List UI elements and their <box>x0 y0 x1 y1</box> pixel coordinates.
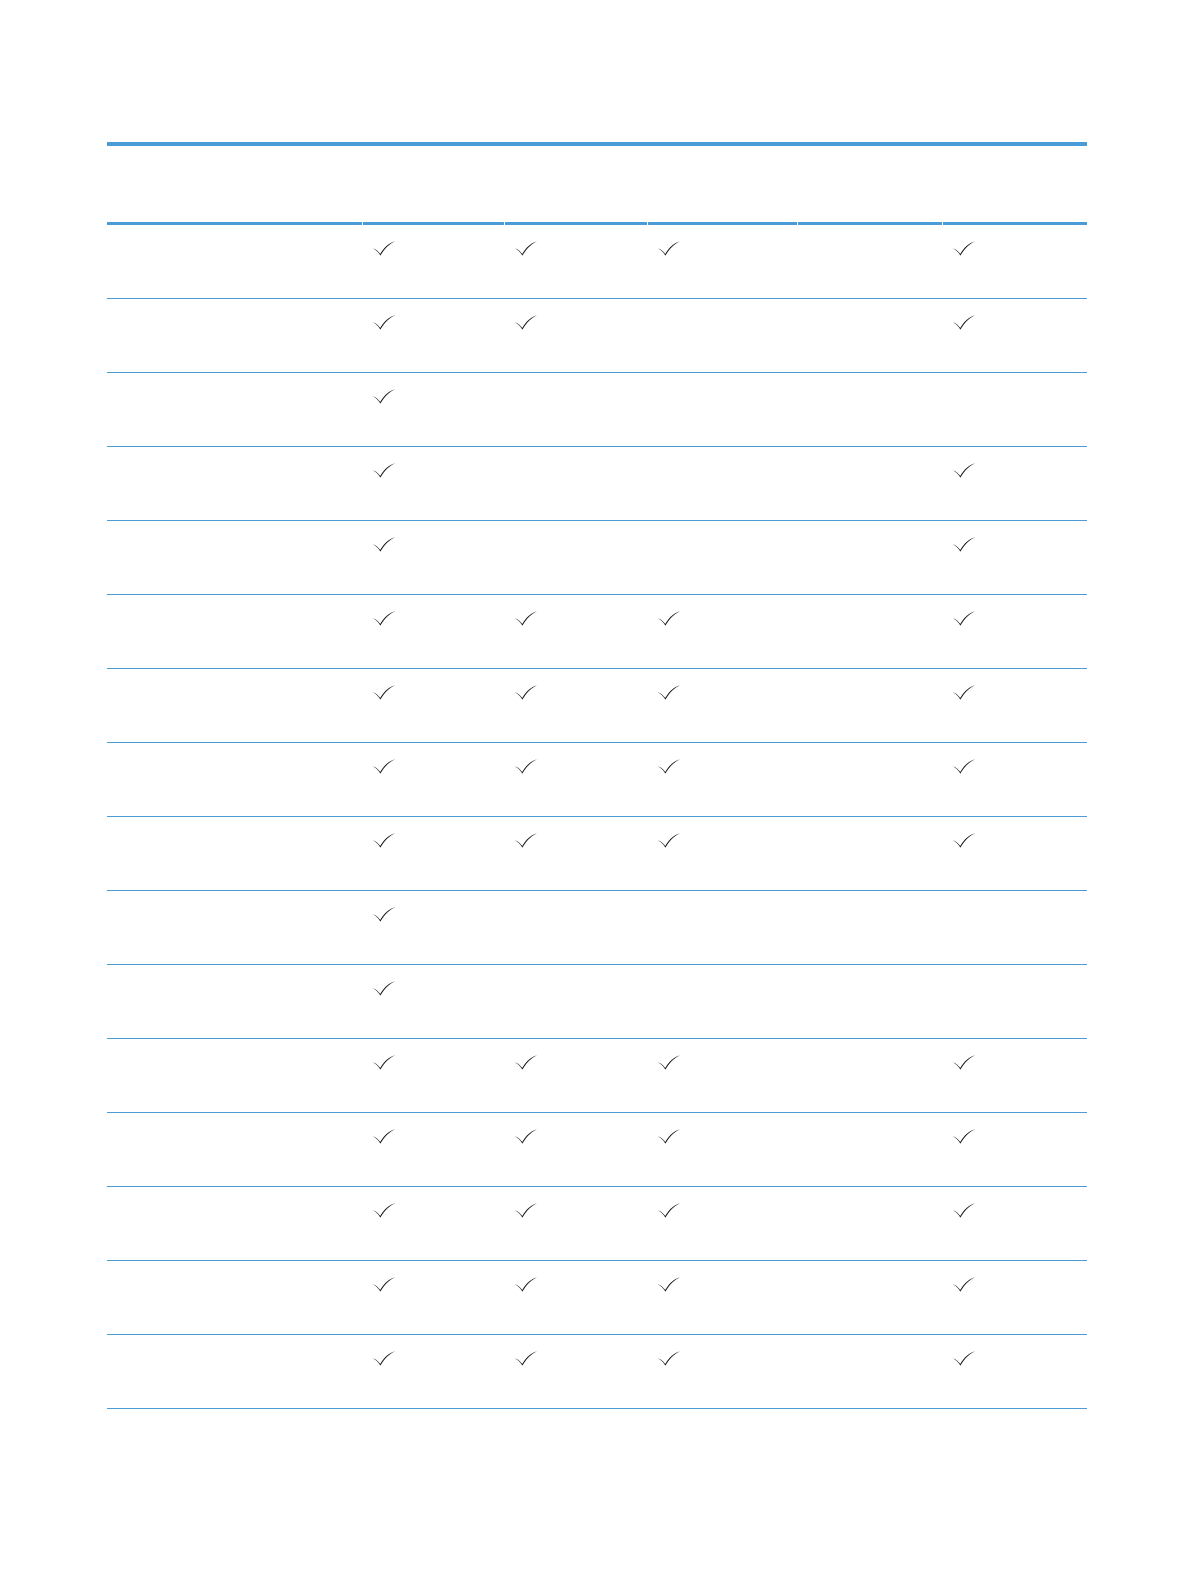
table-cell <box>942 965 1084 1038</box>
table-cell <box>362 669 504 742</box>
table-cell <box>647 891 789 964</box>
table-cell <box>362 373 504 446</box>
checkmark-icon <box>952 314 976 330</box>
checkmark-icon <box>514 832 538 848</box>
table-cell <box>504 447 646 520</box>
table-cell <box>797 1261 939 1334</box>
checkmark-icon <box>952 684 976 700</box>
row-label <box>107 521 362 594</box>
checkmark-icon <box>514 240 538 256</box>
checkmark-icon <box>657 1276 681 1292</box>
table-cell <box>504 299 646 372</box>
checkmark-icon <box>372 1202 396 1218</box>
table-cell <box>647 965 789 1038</box>
table-cell <box>647 1335 789 1408</box>
table-cell <box>504 521 646 594</box>
checkmark-icon <box>952 1276 976 1292</box>
table-cell <box>504 743 646 816</box>
checkmark-icon <box>514 684 538 700</box>
table-cell <box>647 373 789 446</box>
row-label <box>107 595 362 668</box>
checkmark-icon <box>372 610 396 626</box>
table-row <box>107 373 1087 447</box>
table-cell <box>362 595 504 668</box>
table-cell <box>942 1335 1084 1408</box>
table-cell <box>362 1113 504 1186</box>
checkmark-icon <box>372 314 396 330</box>
checkmark-icon <box>952 1202 976 1218</box>
checkmark-icon <box>657 1350 681 1366</box>
table-cell <box>647 225 789 298</box>
table-cell <box>797 225 939 298</box>
feature-table <box>107 142 1087 1409</box>
table-cell <box>797 1187 939 1260</box>
table-cell <box>362 965 504 1038</box>
table-cell <box>362 225 504 298</box>
checkmark-icon <box>952 1054 976 1070</box>
table-row <box>107 1261 1087 1335</box>
table-body <box>107 225 1087 1409</box>
checkmark-icon <box>372 684 396 700</box>
table-cell <box>942 521 1084 594</box>
table-cell <box>797 1335 939 1408</box>
table-cell <box>504 1335 646 1408</box>
table-cell <box>362 1261 504 1334</box>
table-cell <box>504 817 646 890</box>
table-row <box>107 1113 1087 1187</box>
checkmark-icon <box>514 1128 538 1144</box>
table-cell <box>942 743 1084 816</box>
table-cell <box>362 521 504 594</box>
table-cell <box>797 595 939 668</box>
row-label <box>107 1261 362 1334</box>
checkmark-icon <box>372 906 396 922</box>
table-cell <box>942 447 1084 520</box>
row-label <box>107 1335 362 1408</box>
row-label <box>107 1039 362 1112</box>
checkmark-icon <box>514 610 538 626</box>
table-cell <box>942 595 1084 668</box>
checkmark-icon <box>952 758 976 774</box>
checkmark-icon <box>952 610 976 626</box>
checkmark-icon <box>514 1350 538 1366</box>
checkmark-icon <box>657 832 681 848</box>
checkmark-icon <box>952 1128 976 1144</box>
checkmark-icon <box>514 758 538 774</box>
checkmark-icon <box>372 240 396 256</box>
checkmark-icon <box>657 1202 681 1218</box>
table-row <box>107 225 1087 299</box>
table-cell <box>942 1113 1084 1186</box>
table-cell <box>362 817 504 890</box>
table-cell <box>504 1261 646 1334</box>
table-cell <box>647 1187 789 1260</box>
table-cell <box>942 299 1084 372</box>
checkmark-icon <box>514 1202 538 1218</box>
row-label <box>107 891 362 964</box>
table-cell <box>942 1039 1084 1112</box>
checkmark-icon <box>952 832 976 848</box>
table-row <box>107 1039 1087 1113</box>
table-cell <box>797 1039 939 1112</box>
checkmark-icon <box>657 1128 681 1144</box>
table-cell <box>362 299 504 372</box>
row-label <box>107 373 362 446</box>
table-row <box>107 521 1087 595</box>
checkmark-icon <box>372 1054 396 1070</box>
table-cell <box>504 891 646 964</box>
table-cell <box>504 225 646 298</box>
table-cell <box>942 373 1084 446</box>
table-cell <box>942 817 1084 890</box>
table-header-row <box>107 146 1087 222</box>
checkmark-icon <box>952 240 976 256</box>
table-cell <box>362 447 504 520</box>
table-row <box>107 965 1087 1039</box>
checkmark-icon <box>514 1054 538 1070</box>
checkmark-icon <box>372 462 396 478</box>
table-cell <box>647 1261 789 1334</box>
checkmark-icon <box>372 832 396 848</box>
table-cell <box>504 595 646 668</box>
table-cell <box>504 1039 646 1112</box>
checkmark-icon <box>372 388 396 404</box>
row-label <box>107 743 362 816</box>
row-label <box>107 1113 362 1186</box>
table-row <box>107 817 1087 891</box>
table-cell <box>504 965 646 1038</box>
table-cell <box>942 669 1084 742</box>
table-cell <box>647 1113 789 1186</box>
table-cell <box>647 447 789 520</box>
checkmark-icon <box>372 980 396 996</box>
checkmark-icon <box>657 684 681 700</box>
table-cell <box>362 1187 504 1260</box>
row-label <box>107 447 362 520</box>
table-cell <box>362 743 504 816</box>
table-cell <box>647 595 789 668</box>
table-cell <box>942 1187 1084 1260</box>
checkmark-icon <box>952 1350 976 1366</box>
checkmark-icon <box>372 1350 396 1366</box>
row-label <box>107 965 362 1038</box>
table-cell <box>797 447 939 520</box>
table-cell <box>797 965 939 1038</box>
table-cell <box>504 1187 646 1260</box>
table-row <box>107 299 1087 373</box>
checkmark-icon <box>952 536 976 552</box>
table-cell <box>362 1335 504 1408</box>
checkmark-icon <box>372 1276 396 1292</box>
row-label <box>107 1187 362 1260</box>
table-cell <box>942 225 1084 298</box>
checkmark-icon <box>657 610 681 626</box>
table-cell <box>647 817 789 890</box>
table-cell <box>504 669 646 742</box>
table-row <box>107 669 1087 743</box>
table-cell <box>942 1261 1084 1334</box>
table-cell <box>797 373 939 446</box>
table-cell <box>797 891 939 964</box>
table-cell <box>797 299 939 372</box>
table-cell <box>362 891 504 964</box>
table-cell <box>647 669 789 742</box>
table-cell <box>647 521 789 594</box>
table-cell <box>797 743 939 816</box>
checkmark-icon <box>657 1054 681 1070</box>
checkmark-icon <box>514 314 538 330</box>
table-cell <box>504 1113 646 1186</box>
row-label <box>107 817 362 890</box>
table-cell <box>647 1039 789 1112</box>
checkmark-icon <box>514 1276 538 1292</box>
table-cell <box>362 1039 504 1112</box>
row-label <box>107 225 362 298</box>
checkmark-icon <box>952 462 976 478</box>
table-cell <box>797 817 939 890</box>
table-row <box>107 1187 1087 1261</box>
checkmark-icon <box>657 240 681 256</box>
table-row <box>107 595 1087 669</box>
table-row <box>107 1335 1087 1409</box>
table-row <box>107 743 1087 817</box>
checkmark-icon <box>372 536 396 552</box>
table-cell <box>797 1113 939 1186</box>
table-cell <box>797 521 939 594</box>
row-label <box>107 299 362 372</box>
table-row <box>107 891 1087 965</box>
row-label <box>107 669 362 742</box>
table-cell <box>797 669 939 742</box>
checkmark-icon <box>372 1128 396 1144</box>
table-cell <box>942 891 1084 964</box>
checkmark-icon <box>372 758 396 774</box>
table-cell <box>647 743 789 816</box>
checkmark-icon <box>657 758 681 774</box>
table-cell <box>504 373 646 446</box>
table-row <box>107 447 1087 521</box>
table-cell <box>647 299 789 372</box>
